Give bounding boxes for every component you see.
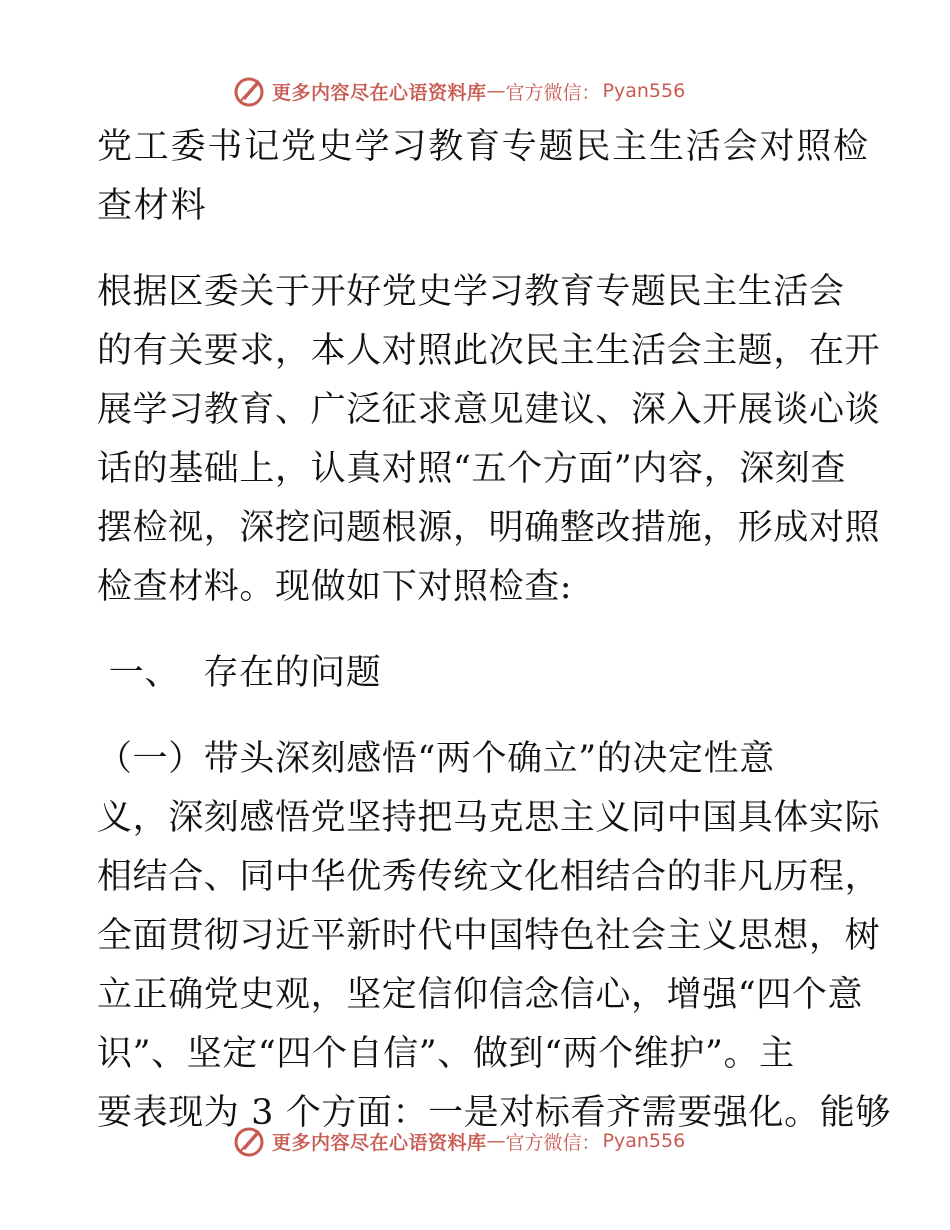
intro-paragraph <box>97 263 881 617</box>
watermark-wechat-id: Pyan556 <box>602 1130 686 1152</box>
paragraph-line: 展学习教育、广泛征求意见建议、深入开展谈心谈 <box>97 390 881 430</box>
watermark-label: 官方微信： <box>505 81 601 104</box>
watermark-label: 官方微信： <box>505 1131 601 1154</box>
document-title <box>97 118 870 236</box>
watermark-header <box>232 73 685 109</box>
title-line: 查材料 <box>97 186 208 226</box>
paragraph-line: 话的基础上，认真对照“五个方面”内容，深刻查 <box>97 449 846 489</box>
watermark-wechat-id: Pyan556 <box>602 80 686 102</box>
paragraph-line: 立正确党史观，坚定信仰信念信心，增强“四个意 <box>97 975 864 1015</box>
paragraph-line: 全面贯彻习近平新时代中国特色社会主义思想，树 <box>97 916 881 956</box>
title-line: 党工委书记党史学习教育专题民主生活会对照检 <box>97 127 870 167</box>
paragraph-line: 要表现为 3 个方面：一是对标看齐需要强化。能够 <box>97 1093 891 1133</box>
paragraph-line: 根据区委关于开好党史学习教育专题民主生活会 <box>97 272 845 312</box>
section-heading: 一、 存在的问题 <box>97 653 382 693</box>
section-paragraph <box>97 730 891 1143</box>
paragraph-line: 义，深刻感悟党坚持把马克思主义同中国具体实际 <box>97 798 881 838</box>
feather-pen-logo-icon <box>232 74 266 108</box>
paragraph-line: 检查材料。现做如下对照检查: <box>97 567 573 607</box>
paragraph-line: 相结合、同中华优秀传统文化相结合的非凡历程， <box>97 857 881 897</box>
watermark-site-name: 更多内容尽在心语资料库 <box>272 81 487 104</box>
watermark-dash: — <box>486 1130 506 1152</box>
watermark-site-name: 更多内容尽在心语资料库 <box>272 1131 487 1154</box>
paragraph-line: （一）带头深刻感悟“两个确立”的决定性意 <box>97 739 775 779</box>
watermark-dash: — <box>486 80 506 102</box>
paragraph-line: 的有关要求，本人对照此次民主生活会主题，在开 <box>97 331 881 371</box>
watermark-footer <box>232 1123 685 1159</box>
document-body <box>97 118 891 1143</box>
feather-pen-logo-icon <box>232 1124 266 1158</box>
paragraph-line: 摆检视，深挖问题根源，明确整改措施，形成对照 <box>97 508 881 548</box>
paragraph-line: 识”、坚定“四个自信”、做到“两个维护”。主 <box>97 1034 795 1074</box>
